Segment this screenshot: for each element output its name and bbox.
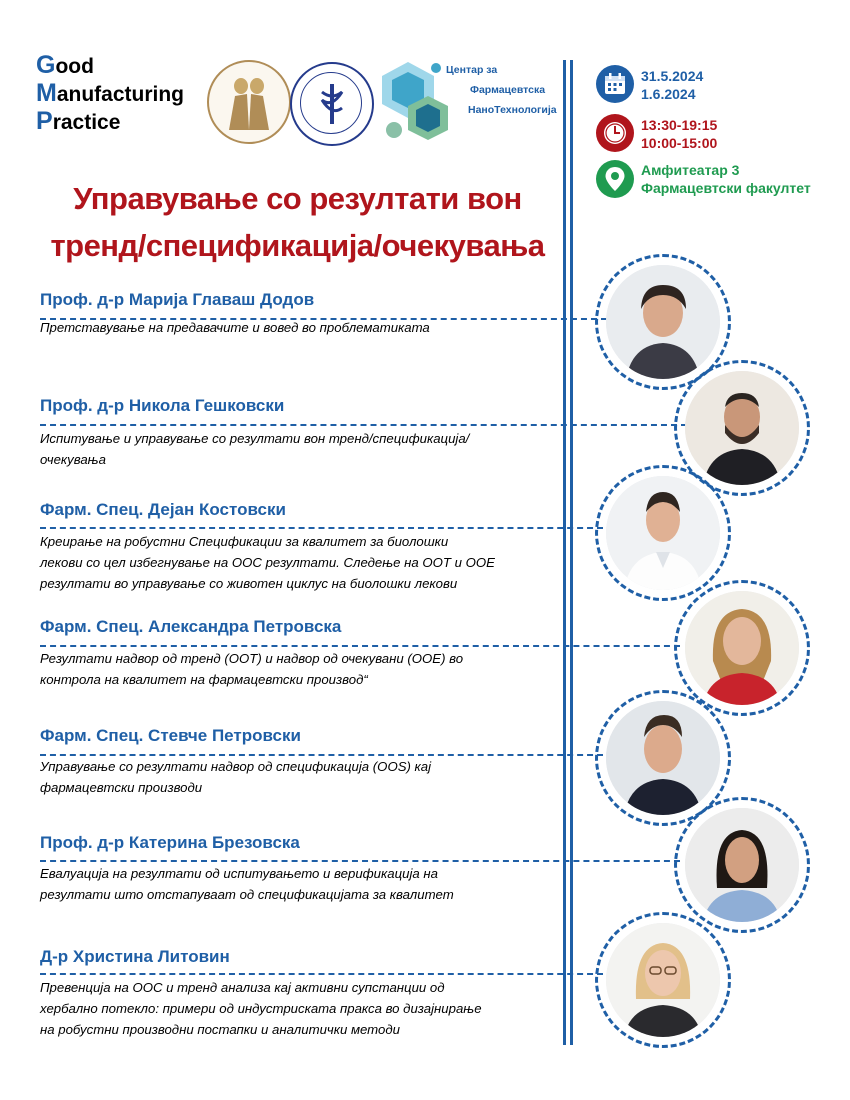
description-line: хербално потекло: примери од индустриската пракса во дизајнирање (40, 1001, 482, 1016)
title-line-2: тренд/спецификација/очекувања (50, 228, 545, 263)
date-2: 1.6.2024 (641, 86, 696, 102)
dashed-connector (40, 754, 603, 756)
dashed-connector (40, 860, 680, 862)
location-line-2: Фармацевтски факултет (641, 180, 811, 196)
gmp-line-manufacturing: Manufacturing (36, 79, 184, 107)
title-line-1: Управување со резултати вон (73, 181, 522, 216)
speaker-name: Фарм. Спец. Александра Петровска (40, 617, 342, 636)
speaker-description (40, 756, 560, 798)
speaker-photo (606, 701, 720, 815)
calendar-icon (596, 65, 634, 103)
speaker-name: Д-р Христина Литовин (40, 947, 230, 966)
speaker-name: Проф. д-р Катерина Брезовска (40, 833, 300, 852)
gmp-wordmark (36, 52, 184, 136)
speaker-photo (606, 923, 720, 1037)
speaker-photo (685, 808, 799, 922)
speaker-name: Фарм. Спец. Стевче Петровски (40, 726, 301, 745)
speaker-name: Фарм. Спец. Дејан Костовски (40, 500, 286, 519)
speaker-name: Проф. д-р Никола Гешковски (40, 396, 285, 415)
description-line: Креирање на робустни Спецификации за квалитет за биолошки (40, 534, 449, 549)
gmp-line-good: Good (36, 51, 94, 79)
speaker-photo (606, 476, 720, 590)
speaker-name: Проф. д-р Марија Главаш Додов (40, 290, 315, 309)
speaker-photo (606, 265, 720, 379)
dashed-connector (40, 424, 687, 426)
description-line: резултати што отстапуваат од спецификацијата за квалитет (40, 887, 454, 902)
description-line: Резултати надвор од тренд (ООТ) и надвор од очекувани (ООЕ) во (40, 651, 464, 666)
speaker-description (40, 428, 560, 470)
description-line: Управување со резултати надвор од спецификација (OOS) кај (40, 759, 432, 774)
dashed-connector (40, 973, 603, 975)
university-seal-logo (207, 60, 291, 144)
description-line: Превенција на ООС и тренд анализа кај активни супстанции од (40, 980, 445, 995)
speaker-description (40, 863, 560, 905)
event-dates (641, 67, 703, 103)
dashed-connector (40, 527, 603, 529)
speaker-photo (685, 591, 799, 705)
location-line-1: Амфитеатар 3 (641, 162, 740, 178)
time-2: 10:00-15:00 (641, 135, 718, 151)
faculty-of-pharmacy-logo (290, 62, 374, 146)
center-text-line-2: Фармацевтска (470, 84, 546, 96)
description-line: фармацевтски производи (40, 780, 203, 795)
speaker-photo (685, 371, 799, 485)
speaker-description (40, 531, 560, 594)
description-line: Евалуација на резултати од испитувањето и верификација на (40, 866, 438, 881)
description-line: Претставување на предавачите и вовед во проблематиката (40, 320, 430, 335)
description-line: Испитување и управување со резултати вон тренд/спецификација/ (40, 431, 470, 446)
event-location (641, 161, 811, 197)
description-line: резултати во управување со животен циклус на биолошки лекови (40, 576, 458, 591)
time-1: 13:30-19:15 (641, 117, 718, 133)
center-text-line-1: Центар за (446, 64, 498, 76)
speaker-description (40, 977, 560, 1040)
dashed-connector (40, 645, 680, 647)
description-line: лекови со цел избегнување на ООС резултати. Следење на ООТ и ООЕ (40, 555, 495, 570)
date-1: 31.5.2024 (641, 68, 704, 84)
vertical-divider-right (570, 60, 573, 1045)
description-line: контрола на квалитет на фармацевтски производ“ (40, 672, 368, 687)
dashed-connector (40, 318, 607, 320)
nanotechnology-center-text (442, 60, 557, 120)
clock-icon (596, 114, 634, 152)
event-times (641, 116, 717, 152)
vertical-divider-left (563, 60, 566, 1045)
center-text-line-3: НаноТехнологија (468, 104, 557, 116)
speaker-description (40, 317, 560, 338)
location-pin-icon (596, 160, 634, 198)
description-line: на робустни производни постапки и аналитички методи (40, 1022, 400, 1037)
gmp-line-practice: Practice (36, 107, 121, 135)
description-line: очекувања (40, 452, 106, 467)
speaker-description (40, 648, 560, 690)
page-title (30, 175, 565, 269)
